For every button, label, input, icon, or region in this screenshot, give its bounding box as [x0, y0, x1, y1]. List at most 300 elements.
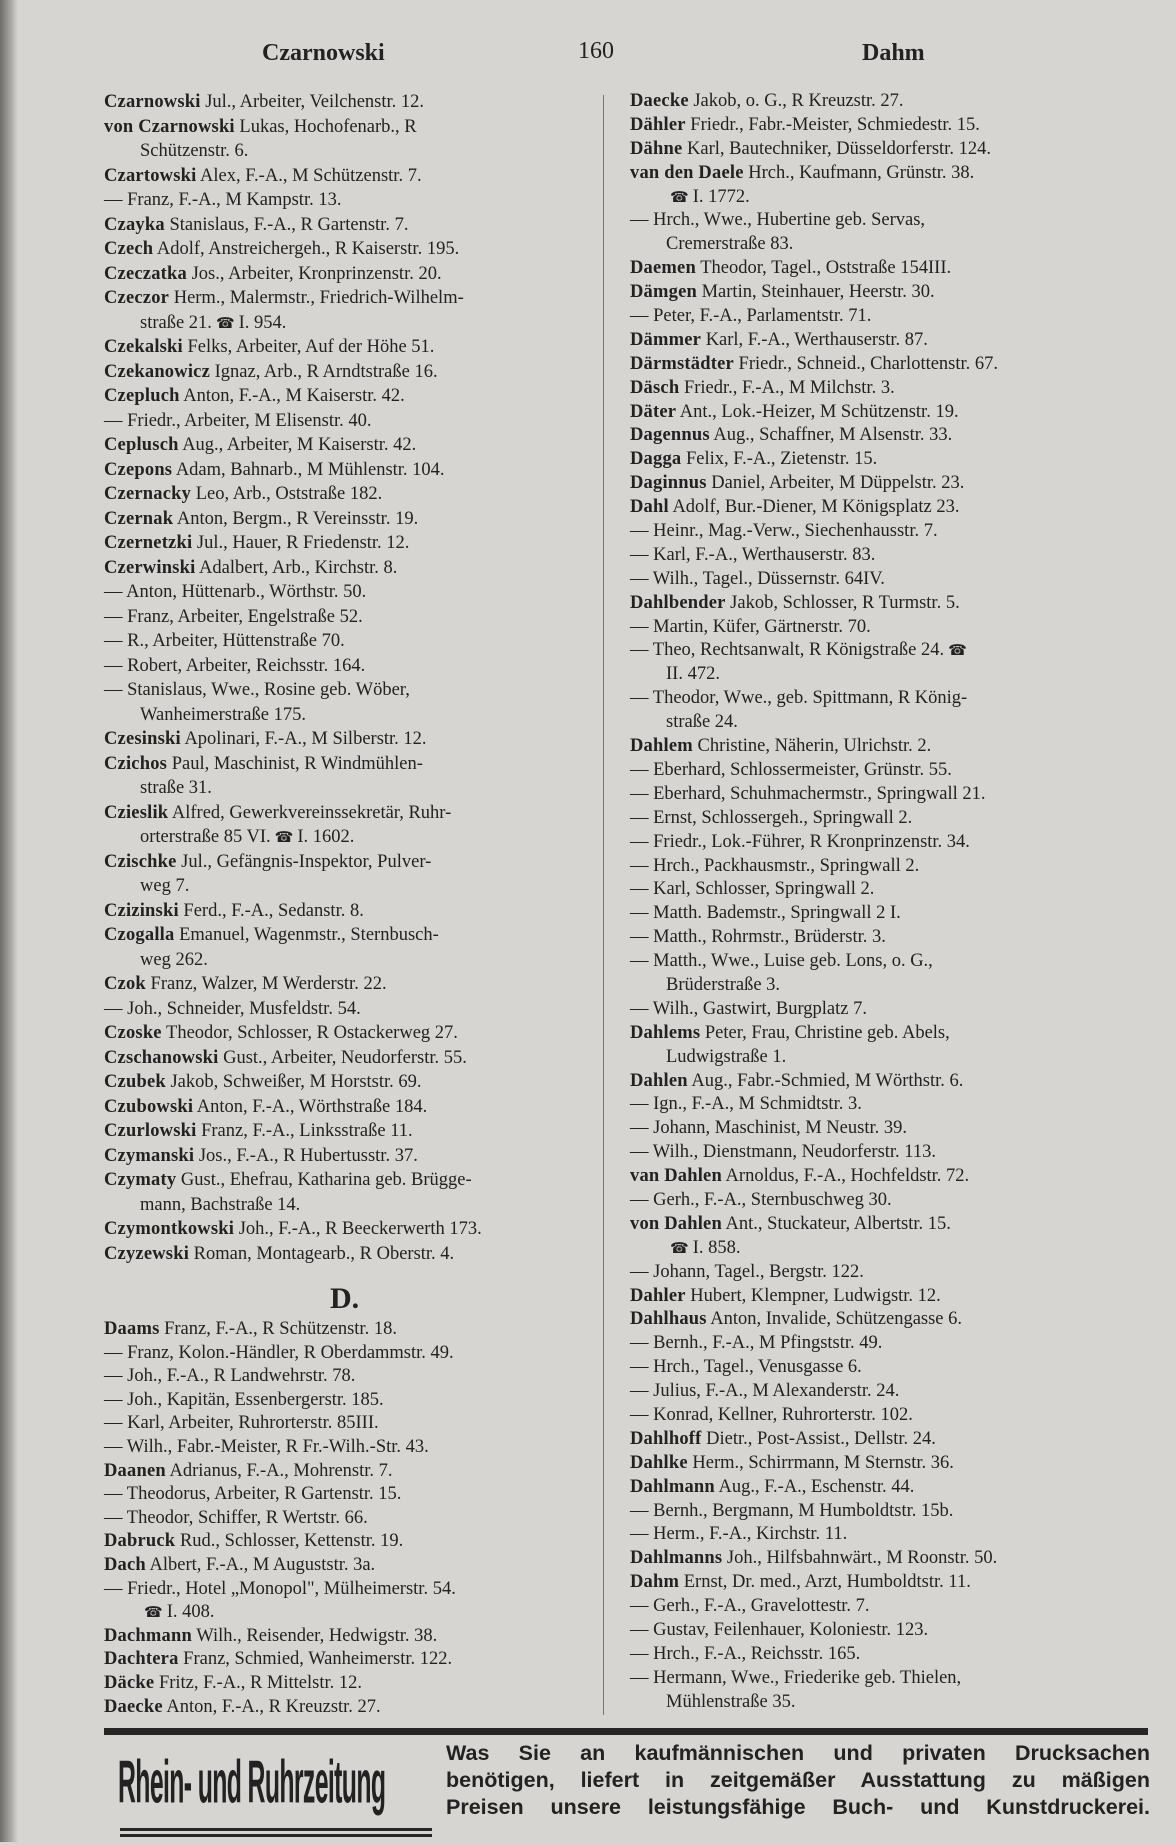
entry-surname: Däter	[630, 401, 677, 422]
directory-entry-line	[104, 286, 482, 311]
directory-entry-line	[630, 329, 998, 353]
directory-entry-line	[630, 1356, 998, 1380]
advertisement-text	[446, 1740, 1150, 1821]
entry-surname: Dagga	[630, 449, 682, 470]
directory-entry-line	[630, 496, 998, 520]
entry-surname: Czartowski	[104, 165, 197, 186]
entry-surname: Czubek	[104, 1072, 166, 1092]
directory-entry-line	[104, 360, 482, 385]
directory-entry-line	[630, 472, 998, 496]
directory-entry-line	[104, 1601, 456, 1625]
entry-details: Mühlenstraße 35.	[666, 1691, 796, 1712]
entry-details: Dietr., Post-Assist., Dellstr. 24.	[701, 1428, 936, 1449]
entry-details: Arnoldus, F.-A., Hochfeldstr. 72.	[721, 1166, 970, 1187]
directory-entry-line	[630, 878, 998, 902]
directory-entry-line	[630, 114, 998, 138]
entry-surname: Czurlowski	[104, 1121, 197, 1141]
directory-entry-line	[630, 138, 998, 162]
entry-surname: Czernak	[104, 508, 174, 529]
logo-underline	[120, 1834, 432, 1837]
entry-details: — Johann, Tagel., Bergstr. 122.	[630, 1261, 864, 1282]
entry-details: — Eberhard, Schlossermeister, Grünstr. 55.	[630, 759, 952, 780]
entry-surname: Dahler	[630, 1285, 686, 1306]
directory-entry-line	[630, 639, 998, 663]
entry-surname: Czok	[104, 974, 146, 994]
entry-details: Schützenstr. 6.	[140, 141, 249, 161]
directory-entry-line	[630, 186, 998, 210]
entry-details: — Bernh., Bergmann, M Humboldtstr. 15b.	[630, 1500, 954, 1521]
entry-surname: Daemen	[630, 258, 696, 279]
entry-details: — Ernst, Schlossergeh., Springwall 2.	[630, 807, 913, 828]
directory-entry-line	[630, 1165, 998, 1189]
directory-entry-line	[630, 1141, 998, 1165]
entry-details: Aug., Arbeiter, M Kaiserstr. 42.	[178, 435, 417, 455]
directory-entry-line	[630, 257, 998, 281]
entry-surname: Czepons	[104, 459, 173, 480]
entry-details: — Gerh., F.-A., Gravelottestr. 7.	[630, 1596, 870, 1617]
entry-details: Friedr., Fabr.-Meister, Schmiedestr. 15.	[685, 114, 980, 135]
directory-entry-line	[630, 592, 998, 616]
entry-details: — Matth., Wwe., Luise geb. Lons, o. G.,	[630, 951, 933, 972]
right-column	[630, 90, 998, 1715]
directory-entry-line	[104, 1389, 456, 1413]
directory-entry-line	[104, 874, 482, 899]
entry-details: Joh., F.-A., R Beeckerwerth 173.	[234, 1219, 482, 1239]
entry-surname: Daecke	[104, 1696, 163, 1717]
entry-surname: Dähler	[630, 114, 686, 135]
directory-entry-line	[104, 1193, 482, 1218]
entry-details: Hrch., Kaufmann, Grünstr. 38.	[743, 162, 975, 183]
directory-entry-line	[104, 482, 482, 507]
entry-details: Anton, F.-A., M Kaiserstr. 42.	[179, 386, 405, 406]
directory-entry-line	[630, 1070, 998, 1094]
directory-entry-line	[630, 831, 998, 855]
entry-surname: Ceplusch	[104, 435, 179, 455]
directory-entry-line	[104, 384, 482, 409]
directory-entry-line	[104, 825, 482, 850]
directory-entry-line	[104, 801, 482, 826]
entry-surname: Dahm	[630, 1572, 680, 1593]
entry-details: Cremerstraße 83.	[666, 234, 794, 255]
entry-details: Fritz, F.-A., R Mittelstr. 12.	[154, 1672, 363, 1693]
directory-entry-line	[104, 948, 482, 973]
directory-entry-line	[630, 1452, 998, 1476]
directory-entry-line	[104, 727, 482, 752]
entry-details: orterstraße 85 VI.	[140, 827, 271, 847]
telephone-icon: ☎	[948, 643, 967, 660]
entry-surname: Dahl	[630, 497, 669, 518]
directory-entry-line	[104, 678, 482, 703]
entry-details: Daniel, Arbeiter, M Düppelstr. 23.	[706, 473, 965, 494]
directory-entry-line	[104, 923, 482, 948]
directory-entry-line	[630, 424, 998, 448]
entry-surname: Dahlems	[630, 1022, 701, 1043]
directory-entry-line	[104, 997, 482, 1022]
entry-details: Adalbert, Arb., Kirchstr. 8.	[195, 557, 398, 578]
entry-details: Leo, Arb., Oststraße 182.	[191, 484, 383, 504]
entry-details: — Hrch., Wwe., Hubertine geb. Servas,	[630, 210, 926, 231]
entry-surname: Dachmann	[104, 1625, 192, 1646]
advertisement-logo: Rhein- und Ruhrzeitung	[118, 1750, 386, 1816]
entry-details: Hubert, Klempner, Ludwigstr. 12.	[685, 1285, 941, 1306]
entry-details: — Robert, Arbeiter, Reichsstr. 164.	[104, 655, 366, 676]
directory-entry-line	[104, 1578, 456, 1602]
entry-details: — Martin, Küfer, Gärtnerstr. 70.	[630, 616, 871, 637]
entry-details: Jos., Arbeiter, Kronprinzenstr. 20.	[186, 263, 442, 284]
directory-entry-line	[104, 703, 482, 728]
entry-surname: Daecke	[630, 91, 689, 111]
directory-entry-line	[104, 139, 482, 164]
entry-details: Jul., Arbeiter, Veilchenstr. 12.	[200, 92, 425, 112]
entry-details: Albert, F.-A., M Auguststr. 3a.	[145, 1554, 376, 1575]
entry-details: — Johann, Maschinist, M Neustr. 39.	[630, 1118, 907, 1139]
directory-entry-line	[630, 807, 998, 831]
entry-details: Joh., Hilfsbahnwärt., M Roonstr. 50.	[722, 1548, 998, 1569]
directory-entry-line	[630, 902, 998, 926]
entry-details: Jul., Gefängnis-Inspektor, Pulver-	[176, 851, 432, 872]
entry-details: — Friedr., Hotel „Monopol", Mülheimerstr. 54.	[104, 1578, 456, 1599]
directory-entry-line	[104, 1672, 456, 1696]
entry-details: Wanheimerstraße 175.	[140, 704, 306, 725]
directory-entry-line	[630, 1667, 998, 1691]
directory-entry-line	[630, 1261, 998, 1285]
entry-details: — Hrch., Packhausmstr., Springwall 2.	[630, 855, 920, 876]
directory-entry-line	[630, 520, 998, 544]
telephone-icon: ☎	[144, 1605, 163, 1622]
directory-entry-line	[104, 115, 482, 140]
directory-entry-line	[104, 1021, 482, 1046]
directory-entry-line	[104, 972, 482, 997]
directory-entry-line	[630, 568, 998, 592]
directory-entry-line	[104, 605, 482, 630]
entry-surname: Czymaty	[104, 1170, 177, 1190]
entry-surname: Czarnowski	[104, 92, 201, 112]
directory-entry-line	[630, 1093, 998, 1117]
entry-details: Ant., Stuckateur, Albertstr. 15.	[721, 1213, 951, 1234]
entry-details: — Franz, Arbeiter, Engelstraße 52.	[104, 606, 363, 627]
phone-number: I. 858.	[692, 1237, 741, 1258]
entry-details: Peter, Frau, Christine geb. Abels,	[700, 1022, 950, 1043]
entry-details: Paul, Maschinist, R Windmühlen-	[167, 753, 423, 774]
page-number: 160	[578, 38, 614, 64]
entry-details: Ignaz, Arb., R Arndtstraße 16.	[209, 361, 438, 382]
entry-details: — Stanislaus, Wwe., Rosine geb. Wöber,	[104, 680, 410, 700]
directory-entry-line	[104, 1119, 482, 1144]
ad-line: Preisen unsere leistungsfähige Buch- und Kunstdruckerei.	[446, 1795, 1150, 1819]
directory-entry-line	[630, 783, 998, 807]
directory-entry-line	[104, 433, 482, 458]
directory-entry-line	[630, 616, 998, 640]
left-column	[104, 90, 482, 1266]
entry-details: Felix, F.-A., Zietenstr. 15.	[681, 449, 878, 470]
entry-details: Alex, F.-A., M Schützenstr. 7.	[196, 165, 422, 186]
directory-entry-line	[630, 377, 998, 401]
entry-details: Jul., Hauer, R Friedenstr. 12.	[192, 533, 410, 553]
directory-entry-line	[630, 1117, 998, 1141]
entry-surname: Dahlmann	[630, 1476, 715, 1497]
phone-number: I. 408.	[166, 1602, 215, 1623]
entry-details: Adam, Bahnarb., M Mühlenstr. 104.	[172, 459, 445, 480]
directory-entry-line	[630, 1547, 998, 1571]
entry-surname: Czizinski	[104, 900, 179, 921]
entry-details: Stanislaus, F.-A., R Gartenstr. 7.	[164, 214, 409, 235]
entry-details: — Ign., F.-A., M Schmidtstr. 3.	[630, 1094, 862, 1115]
entry-details: Friedr., F.-A., M Milchstr. 3.	[679, 377, 895, 398]
entry-details: — Matth. Bademstr., Springwall 2 I.	[630, 903, 901, 924]
entry-surname: Czichos	[104, 753, 168, 774]
entry-details: Felks, Arbeiter, Auf der Höhe 51.	[182, 337, 435, 357]
entry-details: weg 7.	[140, 876, 190, 896]
entry-surname: Czeczatka	[104, 263, 187, 284]
entry-details: Franz, Schmied, Wanheimerstr. 122.	[178, 1649, 453, 1670]
entry-surname: Czepluch	[104, 386, 180, 406]
directory-entry-line	[630, 448, 998, 472]
entry-details: Emanuel, Wagenmstr., Sternbusch-	[174, 925, 439, 945]
entry-details: Theodor, Schlosser, R Ostackerweg 27.	[161, 1023, 458, 1043]
entry-surname: Därmstädter	[630, 353, 734, 374]
phone-number: I. 1772.	[692, 186, 750, 207]
entry-surname: Dähne	[630, 138, 683, 159]
directory-entry-line	[630, 1046, 998, 1070]
entry-surname: Czischke	[104, 851, 177, 872]
directory-entry-line	[104, 237, 482, 262]
entry-details: Anton, F.-A., R Kreuzstr. 27.	[162, 1696, 381, 1717]
directory-entry-line	[630, 735, 998, 759]
entry-details: — Friedr., Arbeiter, M Elisenstr. 40.	[104, 410, 372, 431]
entry-surname: von Czarnowski	[104, 116, 235, 137]
entry-surname: Dagennus	[630, 425, 710, 446]
directory-entry-line	[104, 580, 482, 605]
entry-surname: Dahlmanns	[630, 1548, 723, 1569]
entry-surname: Dahlke	[630, 1452, 688, 1473]
directory-entry-line	[630, 926, 998, 950]
entry-surname: Czschanowski	[104, 1047, 219, 1068]
entry-details: Lukas, Hochofenarb., R	[234, 116, 417, 137]
entry-details: — Hermann, Wwe., Friederike geb. Thielen,	[630, 1667, 962, 1688]
entry-surname: Czymanski	[104, 1145, 195, 1166]
directory-entry-line	[630, 1189, 998, 1213]
entry-details: — Wilh., Fabr.-Meister, R Fr.-Wilh.-Str. 43.	[104, 1436, 429, 1457]
entry-details: — Karl, F.-A., Werthauserstr. 83.	[630, 544, 876, 565]
entry-details: Aug., F.-A., Eschenstr. 44.	[714, 1476, 915, 1497]
column-divider	[603, 95, 604, 1715]
entry-details: Wilh., Reisender, Hedwigstr. 38.	[191, 1625, 438, 1646]
running-header-left: Czarnowski	[262, 40, 385, 66]
directory-entry-line	[104, 654, 482, 679]
entry-details: — Julius, F.-A., M Alexanderstr. 24.	[630, 1381, 900, 1402]
entry-details: — Wilh., Tagel., Düssernstr. 64IV.	[630, 568, 885, 589]
entry-details: Ernst, Dr. med., Arzt, Humboldtstr. 11.	[679, 1572, 971, 1593]
entry-details: Aug., Fabr.-Schmied, M Wörthstr. 6.	[687, 1070, 964, 1091]
directory-entry-line	[630, 90, 998, 114]
entry-details: Franz, F.-A., R Schützenstr. 18.	[159, 1319, 397, 1339]
entry-surname: Dachtera	[104, 1649, 179, 1670]
entry-details: Adolf, Anstreichergeh., R Kaiserstr. 195.	[153, 239, 460, 259]
section-heading-d: D.	[330, 1282, 360, 1315]
directory-entry-line	[630, 305, 998, 329]
entry-surname: Daginnus	[630, 473, 707, 494]
entry-details: Herm., Schirrmann, M Sternstr. 36.	[687, 1452, 954, 1473]
directory-entry-line	[104, 1070, 482, 1095]
entry-details: II. 472.	[666, 664, 720, 685]
directory-entry-line	[630, 855, 998, 879]
entry-details: mann, Bachstraße 14.	[140, 1194, 301, 1215]
entry-details: — Herm., F.-A., Kirchstr. 11.	[630, 1524, 848, 1545]
entry-details: Jakob, Schweißer, M Horststr. 69.	[165, 1072, 422, 1092]
directory-entry-line	[104, 899, 482, 924]
entry-surname: Czernetzki	[104, 533, 193, 553]
directory-entry-line	[630, 544, 998, 568]
telephone-icon: ☎	[670, 189, 689, 206]
entry-surname: Czayka	[104, 214, 165, 235]
directory-entry-line	[630, 663, 998, 687]
entry-details: — Anton, Hüttenarb., Wörthstr. 50.	[104, 582, 367, 602]
entry-details: Apolinari, F.-A., M Silberstr. 12.	[180, 729, 427, 749]
ad-line: benötigen, liefert in zeitgemäßer Ausstattung zu mäßigen	[446, 1768, 1150, 1792]
entry-details: — Peter, F.-A., Parlamentstr. 71.	[630, 306, 872, 327]
directory-entry-line	[104, 776, 482, 801]
entry-surname: Czech	[104, 239, 154, 259]
directory-entry-line	[104, 1412, 456, 1436]
entry-details: Jakob, Schlosser, R Turmstr. 5.	[725, 592, 960, 613]
directory-entry-line	[104, 1046, 482, 1071]
phone-number: I. 1602.	[297, 827, 355, 847]
entry-details: Adrianus, F.-A., Mohrenstr. 7.	[165, 1460, 393, 1481]
entry-details: straße 31.	[140, 778, 212, 798]
entry-details: Friedr., Schneid., Charlottenstr. 67.	[733, 353, 999, 374]
left-column-d-section	[104, 1318, 456, 1719]
entry-surname: Dämgen	[630, 282, 697, 303]
entry-details: — Karl, Arbeiter, Ruhrorterstr. 85III.	[104, 1413, 379, 1434]
directory-entry-line	[630, 401, 998, 425]
entry-details: — Theodorus, Arbeiter, R Gartenstr. 15.	[104, 1484, 402, 1505]
entry-details: Gust., Ehefrau, Katharina geb. Brügge-	[176, 1170, 472, 1190]
directory-entry-line	[104, 188, 482, 213]
entry-details: — Joh., Kapitän, Essenbergerstr. 185.	[104, 1389, 384, 1410]
directory-entry-line	[630, 1428, 998, 1452]
telephone-icon: ☎	[670, 1240, 689, 1257]
entry-details: — Konrad, Kellner, Ruhrorterstr. 102.	[630, 1404, 913, 1425]
entry-details: — Wilh., Gastwirt, Burgplatz 7.	[630, 998, 867, 1019]
directory-entry-line	[630, 950, 998, 974]
entry-surname: Czeczor	[104, 288, 170, 308]
entry-details: Rud., Schlosser, Kettenstr. 19.	[175, 1531, 404, 1552]
directory-entry-line	[630, 1237, 998, 1261]
directory-entry-line	[104, 531, 482, 556]
directory-entry-line	[104, 1144, 482, 1169]
directory-entry-line	[630, 281, 998, 305]
entry-details: — Joh., F.-A., R Landwehrstr. 78.	[104, 1366, 356, 1387]
directory-entry-line	[104, 752, 482, 777]
entry-details: — Karl, Schlosser, Springwall 2.	[630, 879, 875, 900]
directory-entry-line	[104, 1554, 456, 1578]
entry-details: Herm., Malermstr., Friedrich-Wilhelm-	[169, 288, 464, 308]
directory-entry-line	[630, 1285, 998, 1309]
entry-details: Aug., Schaffner, M Alsenstr. 33.	[709, 425, 953, 446]
entry-details: — Theodor, Schiffer, R Wertstr. 66.	[104, 1507, 368, 1528]
directory-entry-line	[630, 1332, 998, 1356]
telephone-icon: ☎	[274, 830, 294, 846]
entry-details: — Joh., Schneider, Musfeldstr. 54.	[104, 998, 361, 1019]
directory-entry-line	[104, 1696, 456, 1720]
entry-details: — Gerh., F.-A., Sternbuschweg 30.	[630, 1189, 892, 1210]
entry-surname: Daanen	[104, 1460, 166, 1481]
directory-entry-line	[104, 1342, 456, 1366]
phone-number: I. 954.	[238, 312, 287, 333]
entry-details: Jos., F.-A., R Hubertusstr. 37.	[194, 1145, 418, 1166]
entry-surname: Dahlhoff	[630, 1428, 702, 1449]
entry-surname: van Dahlen	[630, 1166, 722, 1187]
entry-details: — Matth., Rohrmstr., Brüderstr. 3.	[630, 927, 886, 948]
entry-surname: Dabruck	[104, 1531, 176, 1552]
directory-entry-line	[104, 335, 482, 360]
ad-line: Was Sie an kaufmännischen und privaten Drucksachen	[446, 1741, 1150, 1765]
directory-entry-line	[104, 1625, 456, 1649]
entry-details: Christine, Näherin, Ulrichstr. 2.	[692, 736, 932, 757]
entry-details: Brüderstraße 3.	[666, 974, 781, 995]
directory-entry-line	[104, 311, 482, 336]
entry-surname: Dahlbender	[630, 592, 726, 613]
entry-surname: Dahlem	[630, 736, 693, 757]
entry-details: — Theodor, Wwe., geb. Spittmann, R König-	[630, 688, 968, 709]
directory-entry-line	[104, 1217, 482, 1242]
entry-details: Adolf, Bur.-Diener, M Königsplatz 23.	[668, 497, 960, 518]
entry-details: Anton, F.-A., Wörthstraße 184.	[193, 1096, 428, 1117]
directory-entry-line	[630, 233, 998, 257]
entry-surname: Czubowski	[104, 1096, 194, 1117]
directory-entry-line	[104, 1460, 456, 1484]
running-header-right: Dahm	[862, 40, 925, 66]
entry-surname: Czekalski	[104, 337, 183, 357]
directory-entry-line	[630, 759, 998, 783]
directory-entry-line	[630, 1691, 998, 1715]
entry-details: Alfred, Gewerkvereinssekretär, Ruhr-	[168, 802, 452, 823]
page-binding-edge	[0, 0, 18, 1842]
directory-entry-line	[630, 1523, 998, 1547]
entry-details: Franz, Walzer, M Werderstr. 22.	[145, 974, 387, 994]
directory-entry-line	[104, 850, 482, 875]
entry-details: Anton, Invalide, Schützengasse 6.	[706, 1309, 963, 1330]
entry-surname: Czogalla	[104, 925, 175, 945]
entry-details: Franz, F.-A., Linksstraße 11.	[196, 1121, 413, 1141]
directory-entry-line	[630, 1619, 998, 1643]
directory-entry-line	[104, 1530, 456, 1554]
entry-surname: Czesinski	[104, 729, 181, 749]
entry-details: — Franz, Kolon.-Händler, R Oberdammstr. 49.	[104, 1342, 454, 1363]
entry-details: — Bernh., F.-A., M Pfingststr. 49.	[630, 1333, 883, 1354]
directory-entry-line	[104, 164, 482, 189]
directory-entry-line	[104, 1648, 456, 1672]
directory-entry-line	[104, 556, 482, 581]
entry-details: straße 21.	[140, 312, 212, 333]
entry-surname: Dahlhaus	[630, 1309, 707, 1330]
telephone-icon: ☎	[215, 315, 235, 332]
entry-surname: van den Daele	[630, 162, 744, 183]
entry-details: — R., Arbeiter, Hüttenstraße 70.	[104, 631, 345, 651]
directory-entry-line	[630, 687, 998, 711]
directory-entry-line	[630, 209, 998, 233]
directory-entry-line	[104, 90, 482, 115]
entry-surname: Dahlen	[630, 1070, 688, 1091]
directory-entry-line	[104, 629, 482, 654]
entry-details: Ferd., F.-A., Sedanstr. 8.	[178, 900, 364, 921]
directory-entry-line	[104, 409, 482, 434]
entry-details: — Heinr., Mag.-Verw., Siechenhausstr. 7.	[630, 521, 938, 542]
directory-entry-line	[104, 1168, 482, 1193]
entry-details: — Theo, Rechtsanwalt, R Königstraße 24.	[630, 640, 945, 661]
directory-entry-line	[630, 1500, 998, 1524]
entry-details: Jakob, o. G., R Kreuzstr. 27.	[688, 91, 904, 111]
